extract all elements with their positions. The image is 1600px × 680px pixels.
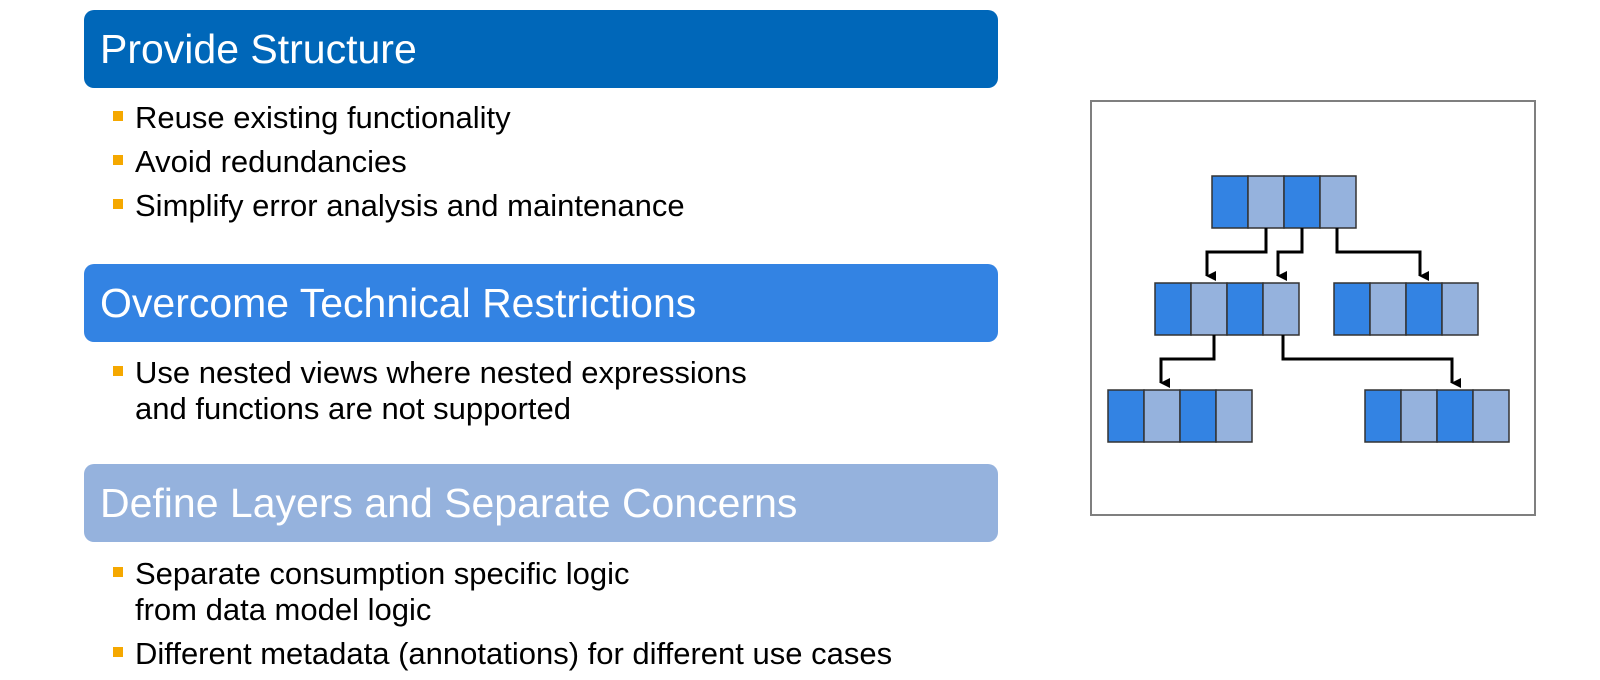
view-cell	[1248, 176, 1284, 228]
list-item	[110, 144, 685, 180]
bullet-text: Simplify error analysis and maintenance	[135, 188, 685, 223]
view-cell	[1227, 283, 1263, 335]
bullet-icon	[113, 111, 123, 121]
view-cell	[1144, 390, 1180, 442]
view-cell	[1334, 283, 1370, 335]
hierarchy-diagram-frame	[1090, 100, 1536, 516]
view-node-root	[1212, 176, 1356, 228]
list-item	[110, 636, 892, 672]
bullet-text: Use nested views where nested expressions and functions are not supported	[135, 355, 747, 426]
bullet-text: Reuse existing functionality	[135, 100, 511, 135]
view-node-grandchild-right	[1365, 390, 1509, 442]
bullet-icon	[113, 647, 123, 657]
list-item	[110, 556, 892, 628]
view-cell	[1401, 390, 1437, 442]
bullet-icon	[113, 366, 123, 376]
view-hierarchy-diagram	[1090, 100, 1536, 516]
view-cell	[1370, 283, 1406, 335]
bullet-text: Separate consumption specific logic from data model logic	[135, 556, 630, 627]
bullet-list-provide-structure	[110, 100, 685, 232]
bullet-text: Different metadata (annotations) for different use cases	[135, 636, 893, 671]
list-item	[110, 188, 685, 224]
view-cell	[1437, 390, 1473, 442]
bullet-icon	[113, 155, 123, 165]
section-header-define-layers: Define Layers and Separate Concerns	[84, 464, 998, 542]
section-header-overcome-restrictions: Overcome Technical Restrictions	[84, 264, 998, 342]
view-cell	[1212, 176, 1248, 228]
view-cell	[1180, 390, 1216, 442]
view-cell	[1365, 390, 1401, 442]
view-cell	[1108, 390, 1144, 442]
view-cell	[1406, 283, 1442, 335]
section-header-provide-structure: Provide Structure	[84, 10, 998, 88]
list-item	[110, 355, 747, 427]
view-cell	[1473, 390, 1509, 442]
bullet-list-define-layers	[110, 556, 892, 680]
view-cell	[1284, 176, 1320, 228]
view-cell	[1263, 283, 1299, 335]
bullet-list-overcome-restrictions	[110, 355, 747, 435]
view-node-child-right	[1334, 283, 1478, 335]
view-cell	[1442, 283, 1478, 335]
list-item	[110, 100, 685, 136]
view-cell	[1320, 176, 1356, 228]
view-cell	[1216, 390, 1252, 442]
bullet-icon	[113, 567, 123, 577]
bullet-icon	[113, 199, 123, 209]
view-cell	[1191, 283, 1227, 335]
view-node-child-left	[1155, 283, 1299, 335]
view-cell	[1155, 283, 1191, 335]
view-node-grandchild-left	[1108, 390, 1252, 442]
bullet-text: Avoid redundancies	[135, 144, 407, 179]
